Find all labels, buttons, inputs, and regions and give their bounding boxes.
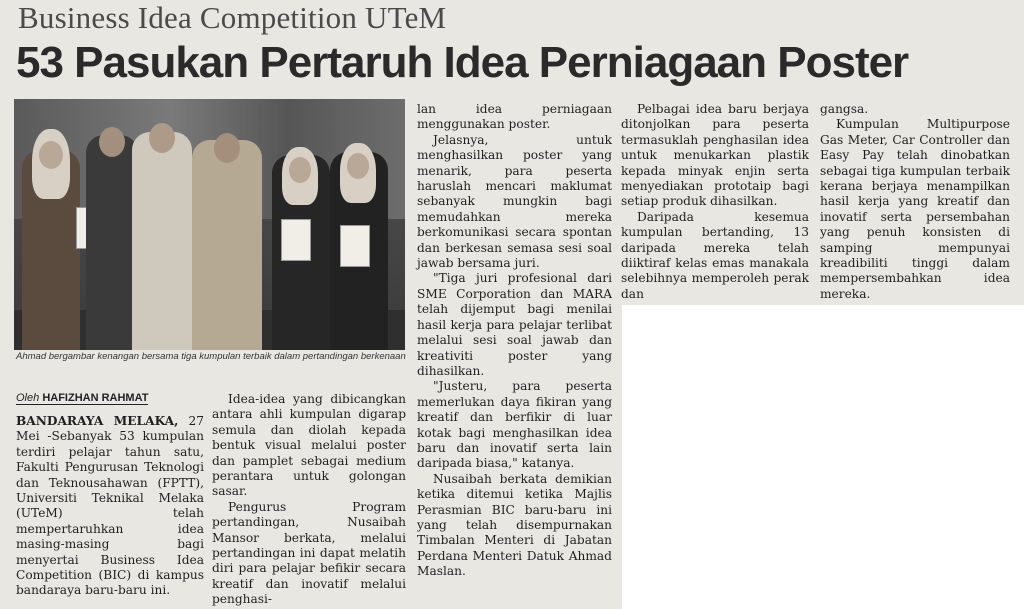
byline-author: HAFIZHAN RAHMAT [42, 392, 149, 404]
article-column-5 [820, 102, 1010, 302]
article-column-2 [212, 392, 406, 608]
blank-area [622, 305, 1024, 609]
paragraph: Daripada kesemua kumpulan bertanding, 13 daripada mereka telah diiktiraf kelas emas manakala selebihnya memperoleh perak dan [621, 209, 809, 301]
paragraph: "Justeru, para peserta memerlukan daya fikiran yang kreatif dan berfikir di luar kotak bagi menghasilkan idea baru dan inovatif serta lain daripada biasa," katanya. [417, 379, 612, 471]
paragraph: "Tiga juri profesional dari SME Corporation dan MARA telah dijemput bagi menilai hasil kerja para pelajar terlibat melalui sesi soal jawab dan kreativiti poster yang dihasilkan. [417, 271, 612, 378]
byline [16, 392, 148, 405]
photo-caption: Ahmad bergambar kenangan bersama tiga kumpulan terbaik dalam pertandingan berkenaan [16, 351, 406, 362]
byline-prefix: Oleh [16, 392, 40, 404]
dateline: BANDARAYA MELAKA, [16, 414, 179, 428]
paragraph: Kumpulan Multipurpose Gas Meter, Car Controller dan Easy Pay telah dinobatkan sebagai tiga kumpulan terbaik kerana berjaya menampilkan hasil kerja yang kreatif dan inovatif serta persembahan yang penuh konsisten di samping mempunyai kreadibiliti tinggi dalam mempersembahkan idea mereka. [820, 117, 1010, 301]
paragraph: gangsa. [820, 102, 869, 116]
paragraph: Pelbagai idea baru berjaya ditonjolkan para peserta termasuklah penghasilan idea untuk menukarkan plastik kepada minyak enjin serta menyediakan prototaip bagi setiap produk dihasilkan. [621, 102, 809, 209]
paragraph: 27 Mei -Sebanyak 53 kumpulan terdiri pelajar tahun satu, Fakulti Pengurusan Teknologi dan Teknousahawan (FPTT), Universiti Teknikal Melaka (UTeM) telah mempertaruhkan idea masing-masing bagi menyertai Business Idea Competition (BIC) di kampus bandaraya baru-baru ini. [16, 414, 205, 598]
headline: 53 Pasukan Pertaruh Idea Perniagaan Poster [16, 38, 909, 87]
article-column-4 [621, 102, 809, 302]
paragraph: Nusaibah berkata demikian ketika ditemui ketika Majlis Perasmian BIC baru-baru ini yang telah disempurnakan Timbalan Menteri di Jabatan Perdana Menteri Datuk Ahmad Maslan. [417, 471, 612, 579]
paragraph: lan idea perniagaan menggunakan poster. [417, 102, 612, 132]
article-column-1 [16, 414, 204, 599]
kicker-title: Business Idea Competition UTeM [18, 0, 447, 35]
news-photo [14, 99, 405, 350]
article-column-3 [417, 102, 612, 580]
paragraph: Pengurus Program pertandingan, Nusaibah Mansor berkata, melalui pertandingan ini dapat melatih diri para pelajar befikir secara kreatif dan inovatif melalui penghasi- [212, 499, 406, 607]
paragraph: Jelasnya, untuk menghasilkan poster yang menarik, para peserta haruslah mencari maklumat sebanyak mungkin bagi memudahkan mereka berkomunikasi secara spontan dan berkesan semasa sesi soal jawab bersama juri. [417, 132, 612, 271]
paragraph: Idea-idea yang dibicangkan antara ahli kumpulan digarap semula dan diolah kepada bentuk visual melalui poster dan pamplet sebagai medium perantara untuk golongan sasar. [212, 392, 406, 499]
